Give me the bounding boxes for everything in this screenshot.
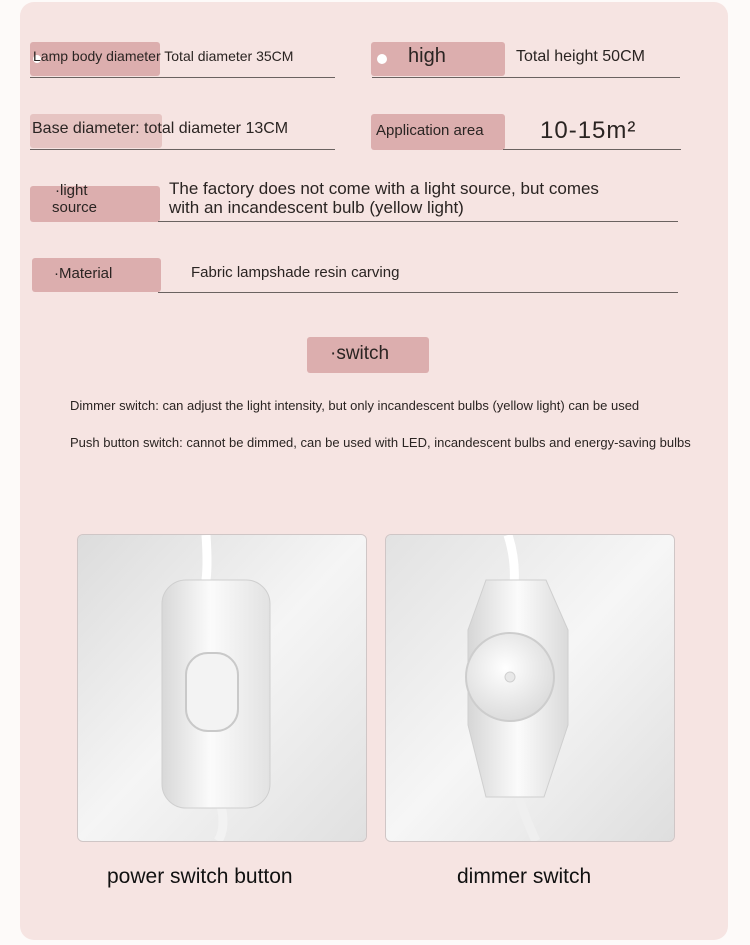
lamp-body-diameter-text: Lamp body diameter Total diameter 35CM [33,48,294,64]
light-source-line-1: The factory does not come with a light source, but comes [169,179,599,198]
light-source-line-2: with an incandescent bulb (yellow light) [169,198,464,217]
application-area-value: 10-15m² [540,117,637,144]
light-source-label-1: ·light [55,182,88,199]
material-value: Fabric lampshade resin carving [191,264,400,281]
power-switch-caption: power switch button [107,865,293,888]
dimmer-switch-caption: dimmer switch [457,865,592,888]
switch-heading: ·switch [330,343,390,364]
push-button-description: Push button switch: cannot be dimmed, can be used with LED, incandescent bulbs and energy-saving bulbs [70,435,691,450]
height-value: Total height 50CM [516,48,645,65]
bullet-dot-icon [377,54,387,64]
divider-line [30,149,335,150]
base-diameter-text: Base diameter: total diameter 13CM [32,120,289,137]
divider-line [372,77,680,78]
divider-line [158,221,678,222]
application-area-label: Application area [376,122,484,139]
dimmer-switch-photo [385,534,675,842]
material-label: ·Material [54,265,113,282]
dimmer-description: Dimmer switch: can adjust the light intensity, but only incandescent bulbs (yellow light) can be used [70,398,640,413]
height-label: high [408,45,446,67]
divider-line [158,292,678,293]
light-source-label-2: source [52,199,98,216]
divider-line [30,77,335,78]
divider-line [503,149,681,150]
power-switch-photo [77,534,367,842]
